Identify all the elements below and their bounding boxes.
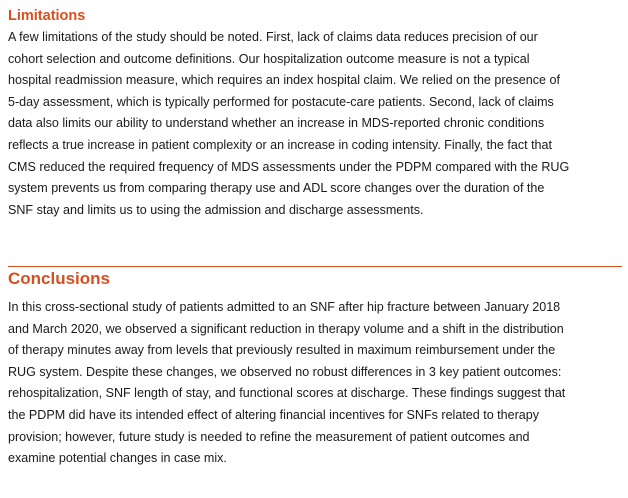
limitations-line: system prevents us from comparing therapy use and ADL score changes over the duration of the [8,181,545,196]
limitations-line: reflects a true increase in patient complexity or an increase in coding intensity. Finally, the fact that [8,137,552,152]
limitations-line: CMS reduced the required frequency of MDS assessments under the PDPM compared with the RUG [8,159,570,174]
conclusions-heading: Conclusions [8,269,111,288]
conclusions-line: and March 2020, we observed a significant reduction in therapy volume and a shift in the distribution [8,321,564,336]
conclusions-line: of therapy minutes away from levels that previously resulted in maximum reimbursement under the [8,343,556,358]
limitations-line: cohort selection and outcome definitions. Our hospitalization outcome measure is not a typical [8,51,530,66]
limitations-line: hospital readmission measure, which requires an index hospital claim. We relied on the presence of [8,73,560,88]
conclusions-paragraph [8,297,622,470]
limitations-line: SNF stay and limits us to using the admission and discharge assessments. [8,202,424,217]
section-divider [8,266,622,267]
conclusions-line: RUG system. Despite these changes, we observed no robust differences in 3 key patient outcomes: [8,364,562,379]
conclusions-line: provision; however, future study is needed to refine the measurement of patient outcomes and [8,429,530,444]
limitations-line: data also limits our ability to understand whether an increase in MDS-reported chronic conditions [8,116,545,131]
limitations-line: 5-day assessment, which is typically performed for postacute-care patients. Second, lack of claims [8,94,554,109]
limitations-section [8,6,622,221]
limitations-line: A few limitations of the study should be noted. First, lack of claims data reduces precision of our [8,30,538,44]
conclusions-line: rehospitalization, SNF length of stay, and functional scores at discharge. These findings suggest that [8,386,566,401]
conclusions-section [8,268,622,470]
conclusions-line: In this cross-sectional study of patients admitted to an SNF after hip fracture between January 2018 [8,300,561,314]
conclusions-line: the PDPM did have its intended effect of altering financial incentives for SNFs related to therapy [8,407,540,422]
limitations-heading: Limitations [8,8,86,24]
conclusions-line: examine potential changes in case mix. [8,451,227,466]
limitations-paragraph [8,27,622,221]
